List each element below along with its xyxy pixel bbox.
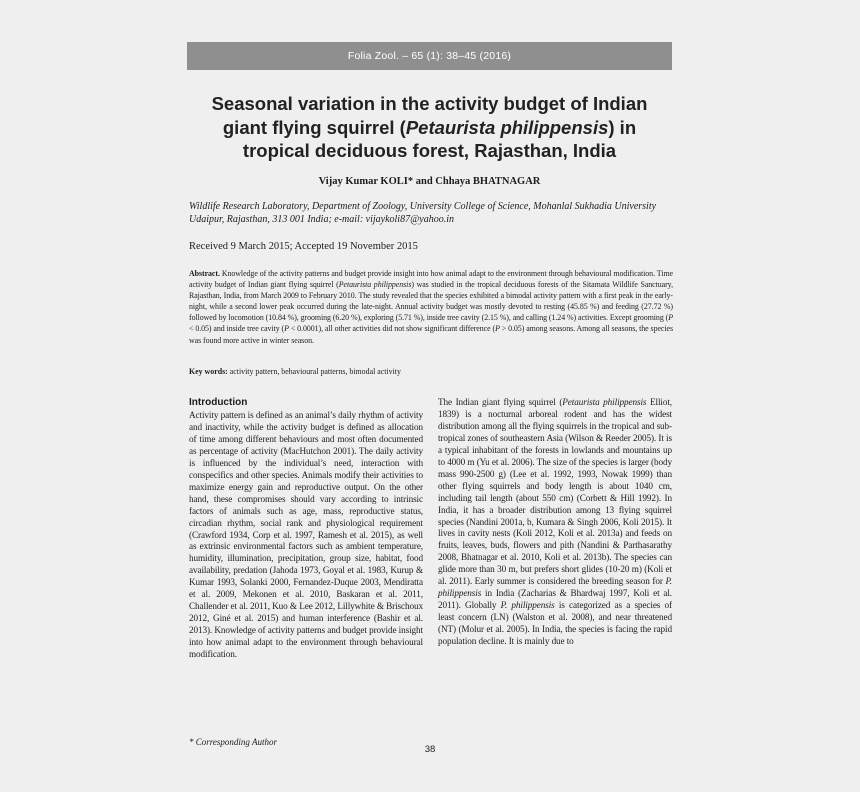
journal-header-bar: [187, 42, 672, 70]
abstract-text-c: < 0.05) and inside tree cavity (: [189, 324, 285, 334]
title-part-2: ) in tropical deciduous forest, Rajasthan, India: [242, 116, 637, 161]
keywords-text: activity pattern, behavioural patterns, bimodal activity: [227, 367, 401, 376]
right-species-3: P. philippensis: [500, 600, 555, 611]
abstract-p-1: P: [668, 313, 673, 323]
keywords: [189, 366, 673, 377]
authors: Vijay Kumar KOLI* and Chhaya BHATNAGAR: [318, 176, 541, 187]
paper-title: [187, 92, 672, 163]
abstract-text-d: < 0.0001), all other activities did not show significant difference (: [288, 324, 496, 334]
right-column-text: [438, 397, 672, 648]
affiliation: Wildlife Research Laboratory, Department of Zoology, University College of Science, Mohanlal Sukhadia University Udaipur, Rajasthan, 313 001 India; e-mail: vijaykoli87@yahoo.in: [189, 201, 657, 225]
received-dates: Received 9 March 2015; Accepted 19 November 2015: [189, 241, 418, 252]
journal-citation: Folia Zool. – 65 (1): 38–45 (2016): [347, 50, 512, 62]
abstract-text-b: ) was studied in the tropical deciduous forests of the Sitamata Wildlife Sanctuary, Rajasthan, India, from March 2009 to February 2010. The study revealed that the species exhibited a bimodal activity pattern with a first peak in the early-night, while a second lower peak occurred during the late-night. Annual activity budget was mostly devoted to resting (45.85 %) and feeding (27.72 %) followed by locomotion (10.84 %), grooming (6.20 %), exploring (5.71 %), inside tree cavity (2.15 %), and calling (1.24 %) activities. Except grooming (: [189, 280, 673, 323]
abstract-text-a: Knowledge of the activity patterns and budget provide insight into how animal adapt to the environment through behavioural modification. Time activity budget of Indian giant flying squirrel (: [189, 269, 673, 290]
right-text-4: is categorized as a species of least concern (LN) (Walston et al. 2008), and near threatened (NT) (Molur et al. 2005). In India, the species is facing the rapid population decline. It is mainly due to: [438, 600, 672, 647]
page-number: 38: [424, 744, 436, 755]
abstract-p-3: P: [495, 324, 500, 334]
corresponding-author-footnote: * Corresponding Author: [189, 737, 278, 747]
introduction-heading: Introduction: [189, 397, 248, 408]
right-text-2: Elliot, 1839) is a nocturnal arboreal rodent and has the widest distribution among all the flying squirrels in the tropical and sub-tropical zones of southeastern Asia (Wilson & Reeder 2005). It is a typical inhabitant of the forests in lowlands and mountains up to 4000 m (Yu et al. 2006). The size of the species is larger (body mass 990-2500 g) (Lee et al. 1992, 1993, Nowak 1999) than other flying squirrels and body length is about 1040 cm, including tail length (about 550 cm) (Corbett & Hill 1992). In India, it has a broader distribution among 13 flying squirrel species (Nandini 2001a, b, Kumara & Singh 2006, Koli 2015). It lives in cavity nests (Koli 2012, Koli et al. 2013a) and feeds on fruits, leaves, buds, flowers and pith (Nandini & Parthasarathy 2008, Bhatnagar et al. 2010, Koli et al. 2013b). The species can glide more than 30 m, but prefers short glides (10-20 m) (Koli et al. 2011). Early summer is considered the breeding season for: [438, 397, 673, 587]
right-species-2: P. philippensis: [438, 576, 672, 599]
abstract-label: Abstract.: [189, 269, 220, 278]
title-species: Petaurista philippensis: [405, 116, 609, 138]
keywords-label: Key words:: [189, 367, 228, 376]
abstract-text-e: > 0.05) among seasons. Among all seasons, the species was found more active in winter season.: [189, 324, 673, 345]
right-species-1: Petaurista philippensis: [562, 397, 647, 407]
abstract-p-2: P: [284, 324, 289, 334]
right-text-3: in India (Zacharias & Bhardwaj 1997, Koli et al. 2011). Globally: [438, 588, 672, 611]
right-text-1: The Indian giant flying squirrel (: [438, 397, 563, 407]
abstract: [189, 268, 673, 346]
left-column-text: Activity pattern is defined as an animal’s daily rhythm of activity and inactivity, while the activity budget is defined as allocation of time among different behaviours and most often documented as percentage of activity (MacHutchon 2001). The daily activity is influenced by the individual’s need, interaction with conspecifics and other species. Animals modify their activities to maximize energy gain and reproductive output. On the other hand, these compromises should vary according to intrinsic factors of animals such as age, mass, reproductive status, circadian rhythm, social rank and physiological requirement (Crawford 1934, Corp et al. 1997, Ramesh et al. 2015), as well as extrinsic environmental factors such as ambient temperature, humidity, illumination, precipitation, group size, habitat, food availability, predation (Jahoda 1973, Goyal et al. 1983, Kurup & Kumar 1993, Solanki 2000, Fernandez-Duque 2003, Mendiratta et al. 2009, Mekonen et al. 2010, Baskaran et al. 2011, Challender et al. 2011, Kuo & Lee 2012, Lillywhite & Brischoux 2012, Giné et al. 2015) and human interference (Bashir et al. 2013). Knowledge of activity patterns and budget provide insight into how animal adapt to the environment through behavioural modification.: [189, 410, 423, 660]
abstract-species: Petaurista philippensis: [338, 280, 412, 290]
title-part-1: Seasonal variation in the activity budget of Indian giant flying squirrel (: [211, 93, 648, 138]
